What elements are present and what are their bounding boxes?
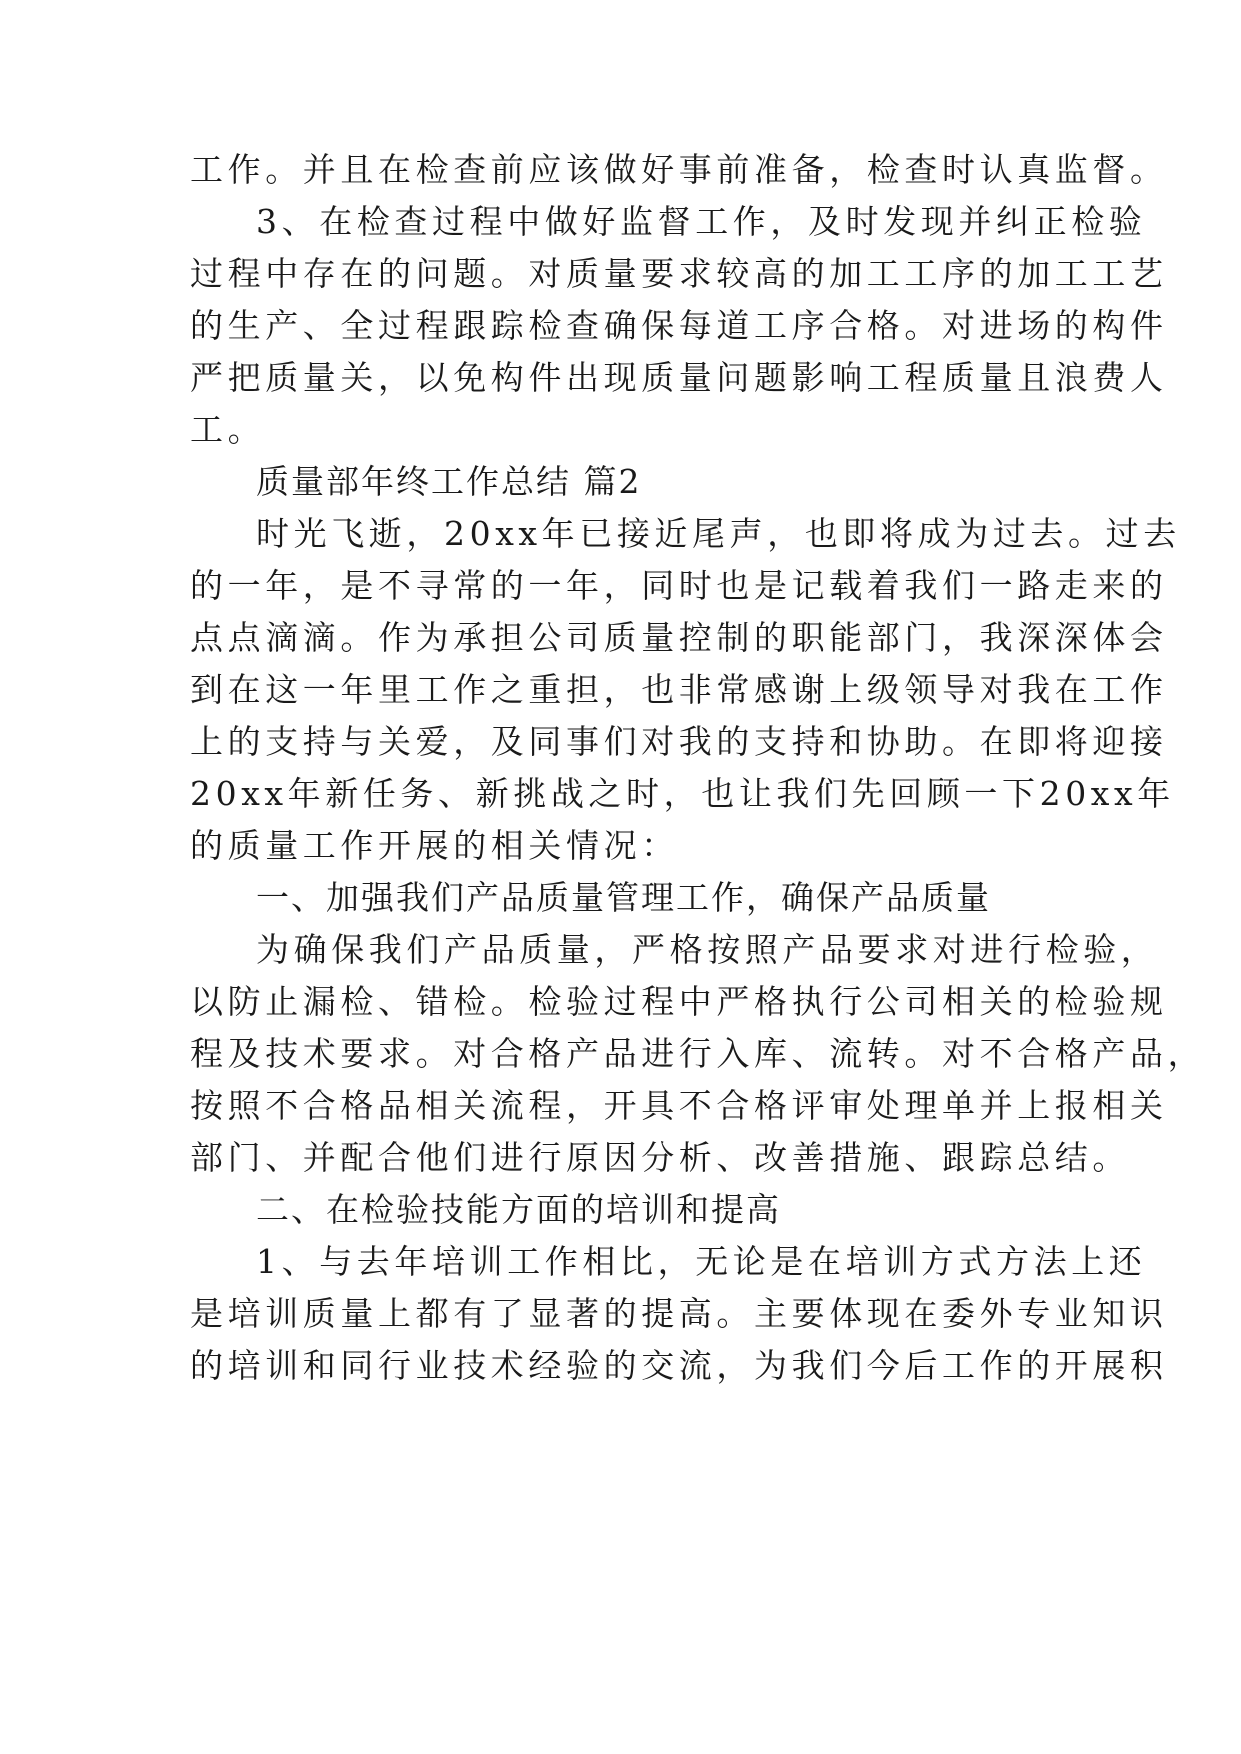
section-heading: 质量部年终工作总结 篇2 — [256, 462, 642, 501]
text-line: 到在这一年里工作之重担，也非常感谢上级领导对我在工作 — [190, 670, 1168, 709]
text-line: 以防止漏检、错检。检验过程中严格执行公司相关的检验规 — [190, 982, 1168, 1021]
text-line: 上的支持与关爱，及同事们对我的支持和协助。在即将迎接 — [190, 722, 1168, 761]
text-line: 工。 — [190, 410, 266, 449]
section-heading: 一、加强我们产品质量管理工作，确保产品质量 — [256, 878, 991, 917]
text-line: 3、在检查过程中做好监督工作，及时发现并纠正检验 — [256, 202, 1147, 241]
text-line: 的一年，是不寻常的一年，同时也是记载着我们一路走来的 — [190, 566, 1168, 605]
text-line: 的质量工作开展的相关情况： — [190, 826, 679, 865]
text-line: 是培训质量上都有了显著的提高。主要体现在委外专业知识 — [190, 1294, 1168, 1333]
text-line: 工作。并且在检查前应该做好事前准备，检查时认真监督。 — [190, 150, 1168, 189]
text-line: 的培训和同行业技术经验的交流，为我们今后工作的开展积 — [190, 1346, 1168, 1385]
text-line: 严把质量关，以免构件出现质量问题影响工程质量且浪费人 — [190, 358, 1168, 397]
text-line: 时光飞逝，20xx年已接近尾声，也即将成为过去。过去 — [256, 514, 1181, 553]
text-line: 为确保我们产品质量，严格按照产品要求对进行检验， — [256, 930, 1159, 969]
text-line: 1、与去年培训工作相比，无论是在培训方式方法上还 — [256, 1242, 1147, 1281]
section-heading: 二、在检验技能方面的培训和提高 — [256, 1190, 781, 1229]
text-line: 点点滴滴。作为承担公司质量控制的职能部门，我深深体会 — [190, 618, 1168, 657]
text-line: 过程中存在的问题。对质量要求较高的加工工序的加工工艺 — [190, 254, 1168, 293]
text-line: 按照不合格品相关流程，开具不合格评审处理单并上报相关 — [190, 1086, 1168, 1125]
text-line: 20xx年新任务、新挑战之时，也让我们先回顾一下20xx年 — [190, 774, 1175, 813]
text-line: 部门、并配合他们进行原因分析、改善措施、跟踪总结。 — [190, 1138, 1130, 1177]
text-line: 程及技术要求。对合格产品进行入库、流转。对不合格产品， — [190, 1034, 1206, 1073]
text-line: 的生产、全过程跟踪检查确保每道工序合格。对进场的构件 — [190, 306, 1168, 345]
